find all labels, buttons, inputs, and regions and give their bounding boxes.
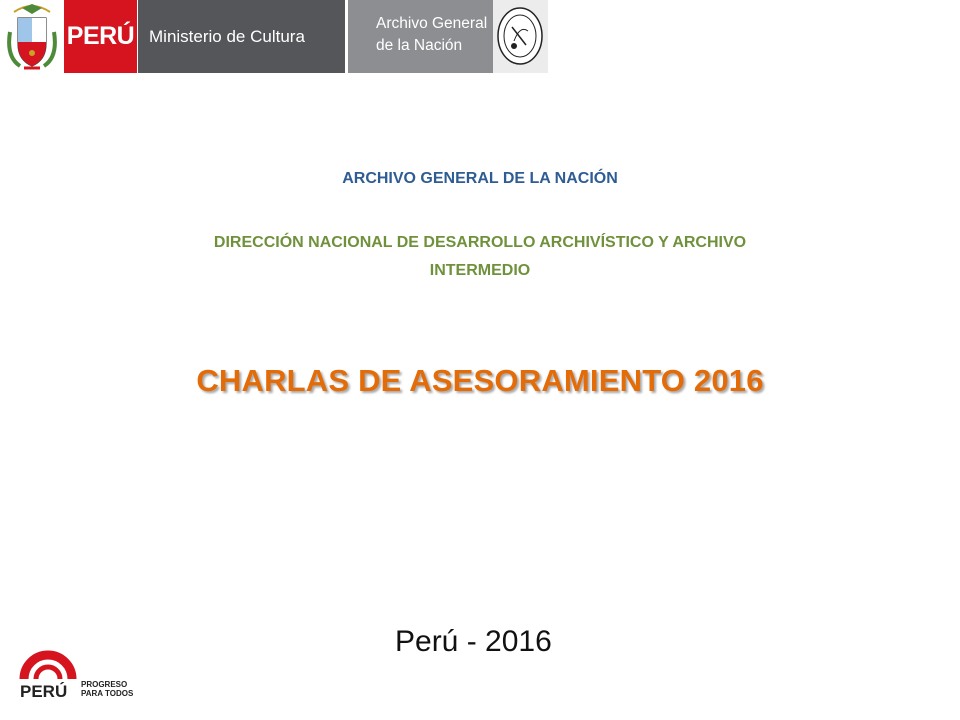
logo-peru-text: PERÚ: [20, 682, 68, 701]
archive-label-line1: Archivo General: [376, 15, 488, 32]
archive-label-line2: de la Nación: [376, 37, 463, 54]
logo-para-todos-text: PARA TODOS: [81, 689, 134, 698]
ministry-label: Ministerio de Cultura: [138, 0, 345, 73]
archive-seal: [493, 0, 548, 73]
direction-heading: DIRECCIÓN NACIONAL DE DESARROLLO ARCHIVÍSTICO Y ARCHIVO INTERMEDIO: [213, 234, 747, 279]
logo-progreso-text: PROGRESO: [81, 680, 128, 689]
peru-brand-box: PERÚ: [64, 0, 137, 73]
institution-heading: ARCHIVO GENERAL DE LA NACIÓN: [342, 170, 618, 187]
archive-label: [348, 0, 493, 73]
event-title: CHARLAS DE ASESORAMIENTO 2016: [196, 363, 764, 398]
archive-seal-icon: [496, 5, 544, 67]
header-banner: [0, 0, 550, 74]
peru-coat-of-arms-icon: [6, 2, 58, 72]
place-year: Perú - 2016: [395, 625, 552, 658]
peru-progreso-logo: [10, 643, 150, 707]
